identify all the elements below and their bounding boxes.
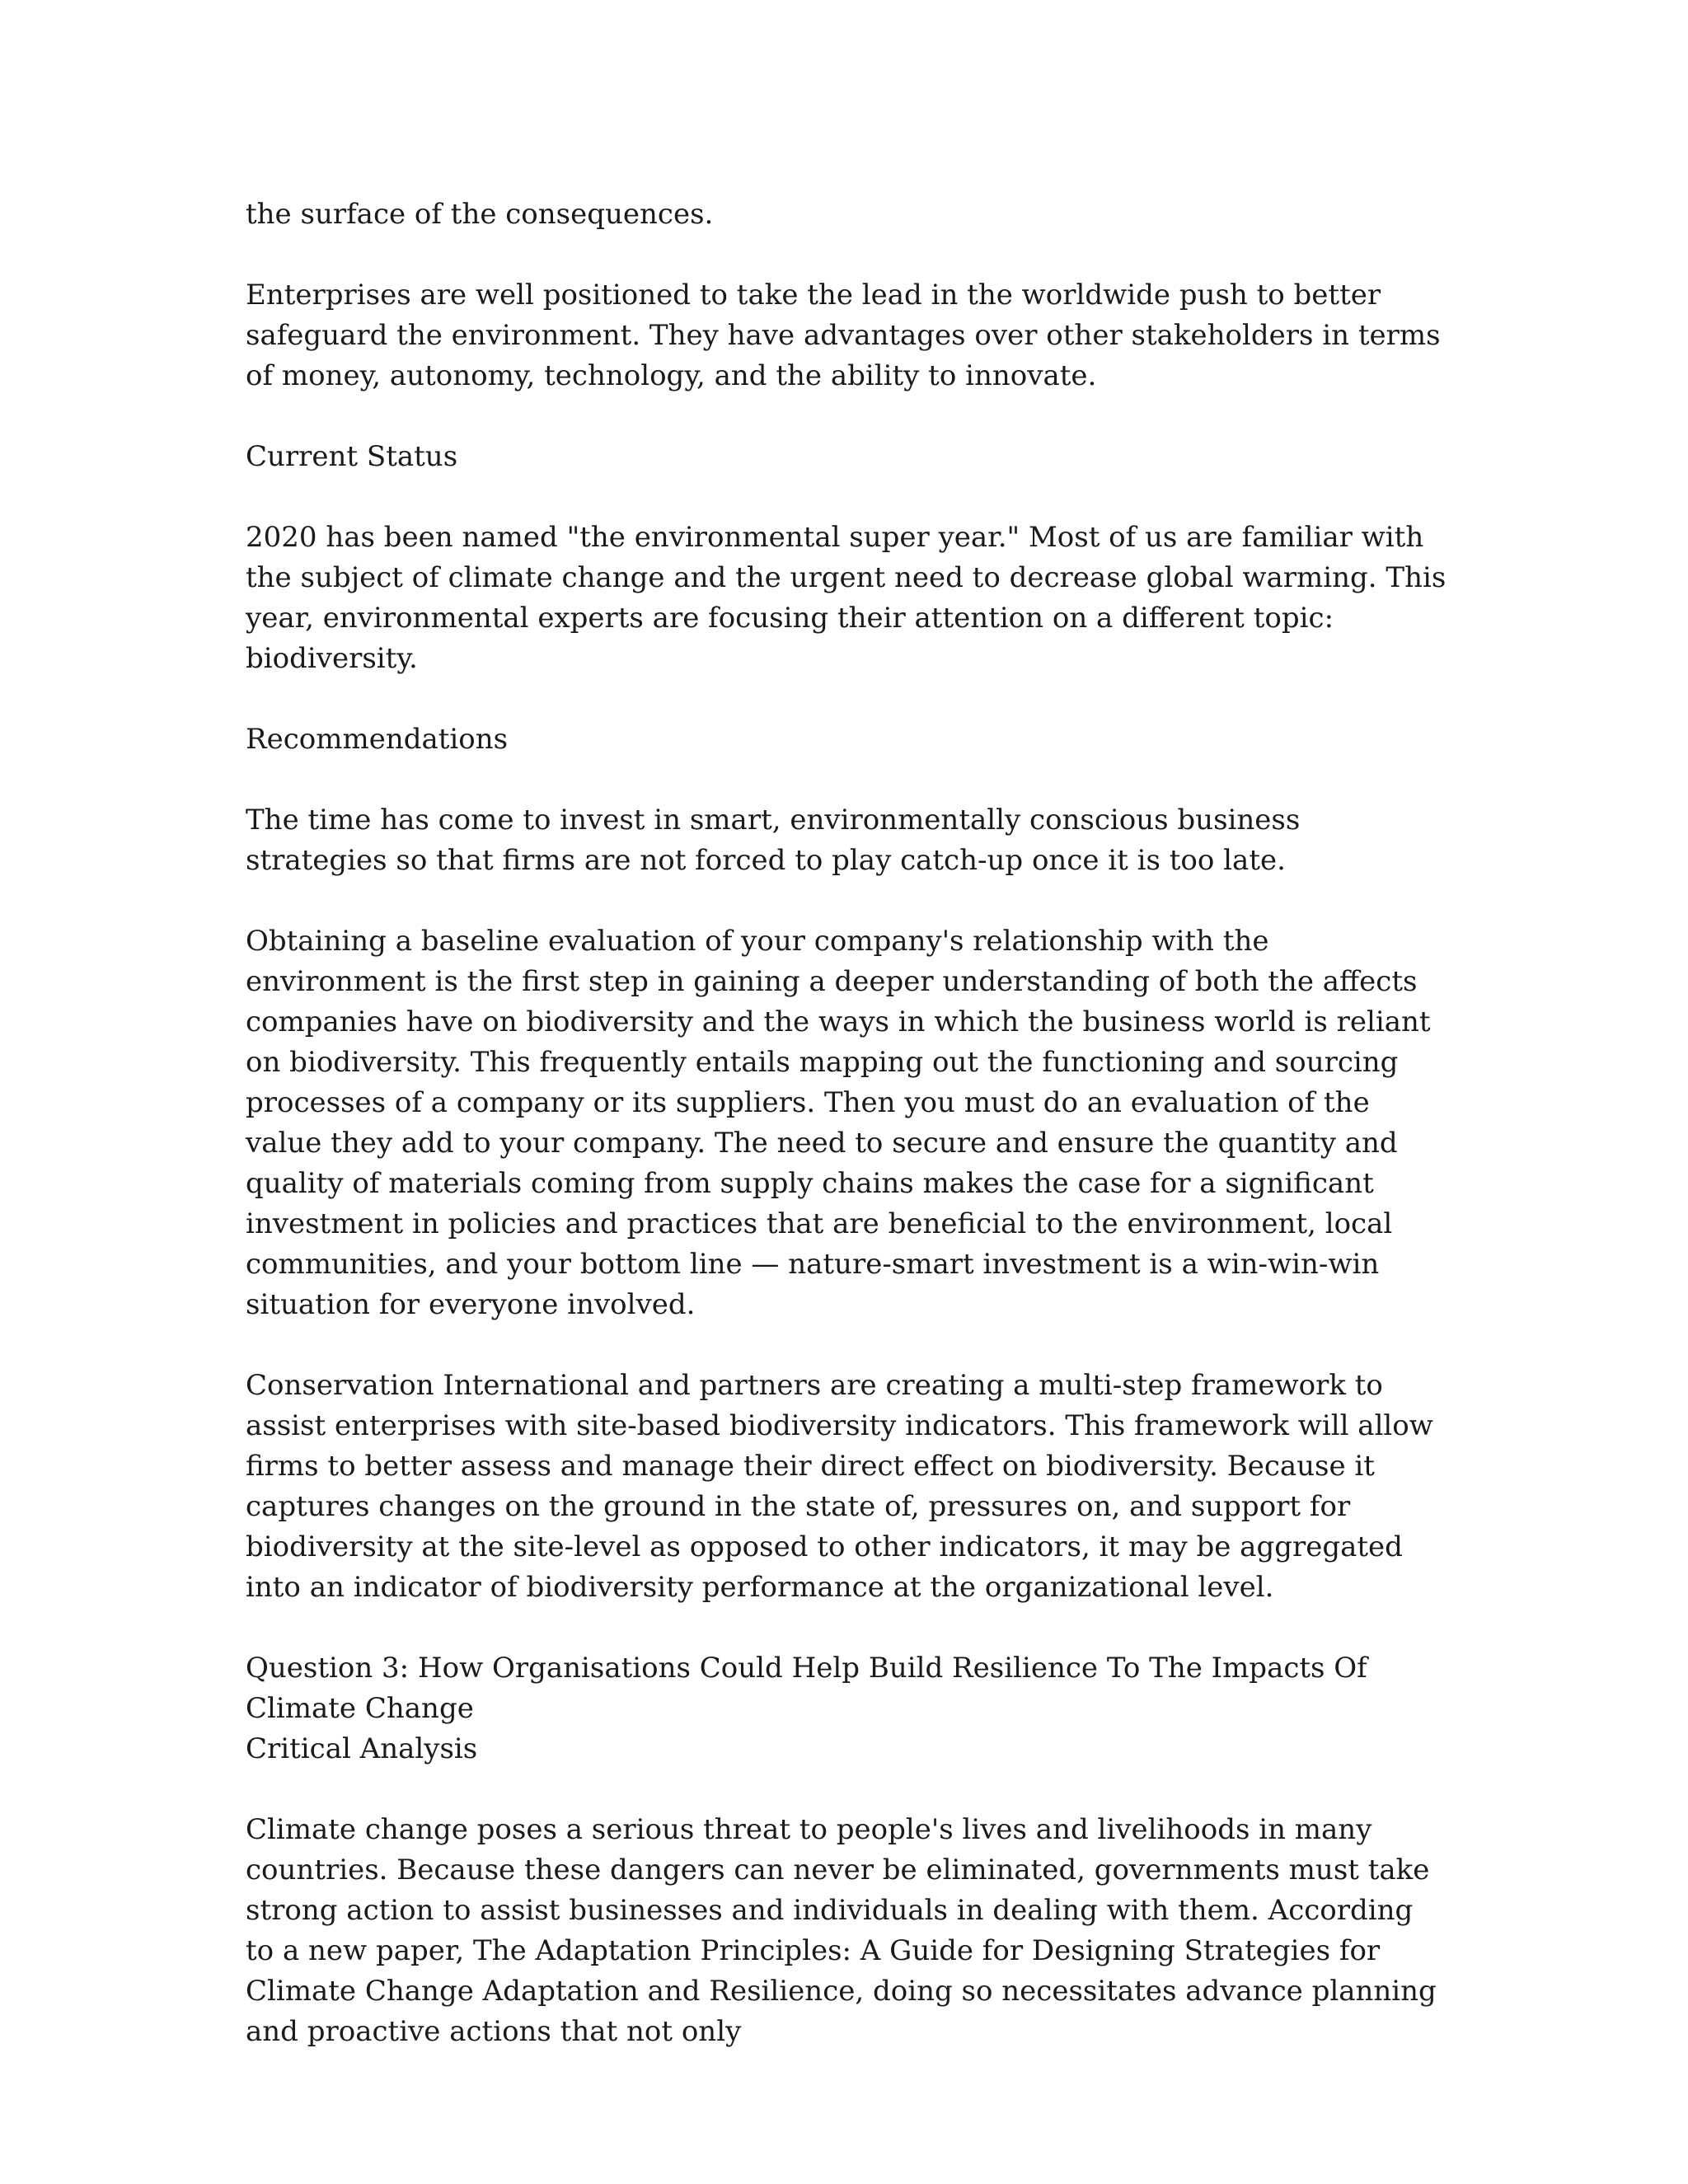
paragraph-climate-change-threat: Climate change poses a serious threat to people's lives and livelihoods in many countries. Because these dangers can never be eliminated, governments must take strong action to assist businesses and individuals in dealing with them. According to a new paper, The Adaptation Principles: A Guide for Designing Strategies for Climate Change Adaptation and Resilience, doing so necessitates advance planning and proactive actions that not only xyxy=(246,1813,1446,2048)
section-heading-current-status: Current Status xyxy=(246,440,458,473)
paragraph-environmental-super-year: 2020 has been named "the environmental super year." Most of us are familiar with the subject of climate change and the urgent need to decrease global warming. This year, environmental experts are focusing their attention on a different topic: biodiversity. xyxy=(246,521,1456,675)
question-3-heading: Question 3: How Organisations Could Help Build Resilience To The Impacts Of Climate Change xyxy=(246,1652,1376,1725)
paragraph-conservation-international: Conservation International and partners are creating a multi-step framework to assist enterprises with site-based biodiversity indicators. This framework will allow firms to better assess and manage their direct effect on biodiversity. Because it captures changes on the ground in the state of, pressures on, and support for biodiversity at the site-level as opposed to other indicators, it may be aggregated into an indicator of biodiversity performance at the organizational level. xyxy=(246,1369,1442,1604)
paragraph-enterprises-positioned: Enterprises are well positioned to take the lead in the worldwide push to better safeguard the environment. They have advantages over other stakeholders in terms of money, autonomy, technology, and the ability to innovate. xyxy=(246,279,1450,392)
section-heading-recommendations: Recommendations xyxy=(246,723,509,756)
paragraph-baseline-evaluation: Obtaining a baseline evaluation of your company's relationship with the environment is the first step in gaining a deeper understanding of both the affects companies have on biodiversity and the ways in which the business world is reliant on biodiversity. This frequently entails mapping out the functioning and sourcing processes of a company or its suppliers. Then you must do an evaluation of the value they add to your company. The need to secure and ensure the quantity and quality of materials coming from supply chains makes the case for a significant investment in policies and practices that are beneficial to the environment, local communities, and your bottom line — nature-smart investment is a win-win-win situation for everyone involved. xyxy=(246,925,1440,1321)
paragraph-surface-consequences: the surface of the consequences. xyxy=(246,198,714,231)
subheading-critical-analysis: Critical Analysis xyxy=(246,1732,478,1765)
paragraph-invest-smart-strategies: The time has come to invest in smart, environmentally conscious business strategies so that firms are not forced to play catch-up once it is too late. xyxy=(246,804,1310,877)
document-body xyxy=(246,194,1456,2093)
